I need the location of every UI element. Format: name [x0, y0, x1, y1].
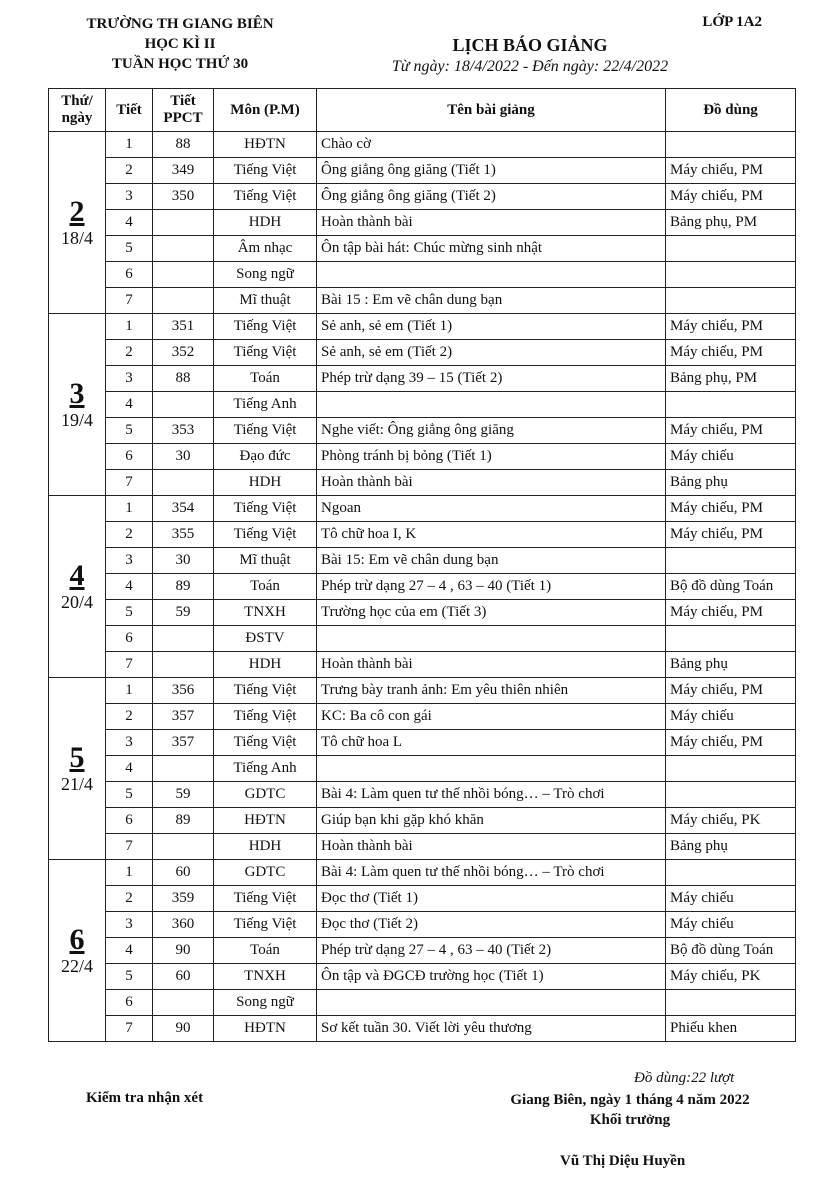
period-cell: 6 — [106, 990, 153, 1016]
schedule-table — [48, 88, 796, 1042]
materials-cell — [666, 288, 796, 314]
table-row — [49, 210, 796, 236]
materials-cell: Bảng phụ — [666, 470, 796, 496]
table-row — [49, 912, 796, 938]
table-row — [49, 418, 796, 444]
subject-cell: Đạo đức — [214, 444, 317, 470]
date-range: Từ ngày: 18/4/2022 - Đến ngày: 22/4/2022 — [391, 58, 669, 75]
period-cell: 2 — [106, 522, 153, 548]
period-cell: 5 — [106, 782, 153, 808]
ppct-cell: 350 — [153, 184, 214, 210]
lesson-cell: Phòng tránh bị bỏng (Tiết 1) — [317, 444, 666, 470]
ppct-cell — [153, 236, 214, 262]
lesson-cell — [317, 392, 666, 418]
table-row — [49, 288, 796, 314]
materials-cell: Máy chiếu — [666, 886, 796, 912]
subject-cell: Toán — [214, 938, 317, 964]
ppct-cell: 60 — [153, 860, 214, 886]
place-date: Giang Biên, ngày 1 tháng 4 năm 2022 — [510, 1092, 750, 1108]
materials-cell: Máy chiếu, PM — [666, 730, 796, 756]
materials-cell: Phiếu khen — [666, 1016, 796, 1042]
lesson-cell: Hoàn thành bài — [317, 652, 666, 678]
lesson-cell: Sơ kết tuần 30. Viết lời yêu thương — [317, 1016, 666, 1042]
ppct-cell: 359 — [153, 886, 214, 912]
period-cell: 2 — [106, 158, 153, 184]
day-cell — [49, 132, 106, 314]
table-row — [49, 782, 796, 808]
period-cell: 7 — [106, 1016, 153, 1042]
table-row — [49, 730, 796, 756]
materials-cell: Máy chiếu — [666, 704, 796, 730]
lesson-cell: Bài 4: Làm quen tư thế nhồi bóng… – Trò chơi — [317, 860, 666, 886]
lesson-cell: Giúp bạn khi gặp khó khăn — [317, 808, 666, 834]
period-cell: 5 — [106, 964, 153, 990]
ppct-cell: 89 — [153, 574, 214, 600]
table-row — [49, 600, 796, 626]
subject-cell: Tiếng Việt — [214, 158, 317, 184]
table-row — [49, 860, 796, 886]
ppct-cell: 90 — [153, 938, 214, 964]
lesson-cell: Phép trừ dạng 27 – 4 , 63 – 40 (Tiết 2) — [317, 938, 666, 964]
period-cell: 3 — [106, 184, 153, 210]
materials-cell — [666, 132, 796, 158]
subject-cell: Song ngữ — [214, 990, 317, 1016]
ppct-cell: 88 — [153, 366, 214, 392]
table-row — [49, 314, 796, 340]
period-cell: 7 — [106, 652, 153, 678]
ppct-cell: 30 — [153, 548, 214, 574]
materials-cell — [666, 756, 796, 782]
subject-cell: HDH — [214, 470, 317, 496]
subject-cell: Tiếng Việt — [214, 418, 317, 444]
lesson-cell: Tô chữ hoa I, K — [317, 522, 666, 548]
materials-cell: Máy chiếu, PK — [666, 964, 796, 990]
materials-cell — [666, 236, 796, 262]
period-cell: 7 — [106, 834, 153, 860]
subject-cell: Tiếng Việt — [214, 730, 317, 756]
ppct-cell: 357 — [153, 730, 214, 756]
lesson-cell: Phép trừ dạng 39 – 15 (Tiết 2) — [317, 366, 666, 392]
period-cell: 7 — [106, 288, 153, 314]
ppct-cell: 89 — [153, 808, 214, 834]
table-row — [49, 444, 796, 470]
subject-cell: Tiếng Việt — [214, 886, 317, 912]
ppct-cell: 88 — [153, 132, 214, 158]
subject-cell: Mĩ thuật — [214, 548, 317, 574]
lesson-cell: Bài 15 : Em vẽ chân dung bạn — [317, 288, 666, 314]
lesson-cell: Sẻ anh, sẻ em (Tiết 2) — [317, 340, 666, 366]
subject-cell: Tiếng Việt — [214, 184, 317, 210]
lesson-cell: Ngoan — [317, 496, 666, 522]
materials-cell: Bảng phụ — [666, 834, 796, 860]
day-date: 21/4 — [60, 774, 93, 794]
subject-cell: Toán — [214, 366, 317, 392]
period-cell: 3 — [106, 366, 153, 392]
materials-cell — [666, 782, 796, 808]
table-row — [49, 132, 796, 158]
period-cell: 2 — [106, 340, 153, 366]
period-cell: 1 — [106, 496, 153, 522]
subject-cell: Tiếng Việt — [214, 340, 317, 366]
lesson-cell — [317, 990, 666, 1016]
table-row — [49, 184, 796, 210]
period-cell: 2 — [106, 704, 153, 730]
period-cell: 6 — [106, 808, 153, 834]
ppct-cell: 360 — [153, 912, 214, 938]
period-cell: 5 — [106, 600, 153, 626]
ppct-cell: 59 — [153, 782, 214, 808]
period-cell: 4 — [106, 938, 153, 964]
lesson-cell: Đọc thơ (Tiết 1) — [317, 886, 666, 912]
lesson-cell: KC: Ba cô con gái — [317, 704, 666, 730]
lesson-cell: Hoàn thành bài — [317, 210, 666, 236]
table-row — [49, 392, 796, 418]
lesson-cell: Bài 15: Em vẽ chân dung bạn — [317, 548, 666, 574]
subject-cell: GDTC — [214, 860, 317, 886]
ppct-cell: 30 — [153, 444, 214, 470]
period-cell: 1 — [106, 860, 153, 886]
table-row — [49, 626, 796, 652]
lesson-cell: Trưng bày tranh ảnh: Em yêu thiên nhiên — [317, 678, 666, 704]
table-row — [49, 1016, 796, 1042]
materials-cell: Bộ đồ dùng Toán — [666, 938, 796, 964]
materials-cell: Máy chiếu, PM — [666, 522, 796, 548]
period-cell: 3 — [106, 912, 153, 938]
period-cell: 5 — [106, 418, 153, 444]
ppct-cell: 357 — [153, 704, 214, 730]
subject-cell: Tiếng Việt — [214, 704, 317, 730]
ppct-cell: 356 — [153, 678, 214, 704]
subject-cell: Tiếng Việt — [214, 496, 317, 522]
subject-cell: Mĩ thuật — [214, 288, 317, 314]
materials-count-note: Đồ dùng:22 lượt — [634, 1070, 735, 1086]
materials-cell: Máy chiếu, PM — [666, 496, 796, 522]
materials-cell: Bảng phụ, PM — [666, 366, 796, 392]
day-date: 19/4 — [60, 410, 93, 430]
ppct-cell: 354 — [153, 496, 214, 522]
table-row — [49, 496, 796, 522]
table-row — [49, 756, 796, 782]
table-row — [49, 574, 796, 600]
lesson-cell: Bài 4: Làm quen tư thế nhồi bóng… – Trò chơi — [317, 782, 666, 808]
lesson-cell: Tô chữ hoa L — [317, 730, 666, 756]
col-period: Tiết — [106, 89, 153, 132]
period-cell: 3 — [106, 548, 153, 574]
signer-role: Khối trưởng — [589, 1112, 671, 1128]
table-row — [49, 652, 796, 678]
subject-cell: Âm nhạc — [214, 236, 317, 262]
period-cell: 2 — [106, 886, 153, 912]
subject-cell: HĐTN — [214, 132, 317, 158]
day-number: 5 — [69, 741, 85, 774]
ppct-cell — [153, 210, 214, 236]
subject-cell: HĐTN — [214, 808, 317, 834]
col-materials: Đồ dùng — [666, 89, 796, 132]
signature-block — [480, 1090, 780, 1130]
period-cell: 5 — [106, 236, 153, 262]
table-row — [49, 548, 796, 574]
period-cell: 4 — [106, 210, 153, 236]
period-cell: 6 — [106, 262, 153, 288]
table-row — [49, 158, 796, 184]
subject-cell: Tiếng Việt — [214, 678, 317, 704]
ppct-cell — [153, 288, 214, 314]
table-row — [49, 886, 796, 912]
lesson-cell: Hoàn thành bài — [317, 470, 666, 496]
ppct-cell: 59 — [153, 600, 214, 626]
table-header-row — [49, 89, 796, 132]
ppct-cell — [153, 262, 214, 288]
materials-cell: Máy chiếu, PM — [666, 184, 796, 210]
period-cell: 4 — [106, 392, 153, 418]
subject-cell: HĐTN — [214, 1016, 317, 1042]
day-cell — [49, 496, 106, 678]
materials-cell: Máy chiếu, PM — [666, 158, 796, 184]
school-name: TRƯỜNG TH GIANG BIÊN — [86, 16, 274, 32]
day-cell — [49, 678, 106, 860]
period-cell: 3 — [106, 730, 153, 756]
lesson-cell: Hoàn thành bài — [317, 834, 666, 860]
materials-cell — [666, 262, 796, 288]
day-cell — [49, 860, 106, 1042]
materials-cell: Máy chiếu — [666, 444, 796, 470]
subject-cell: HDH — [214, 652, 317, 678]
day-date: 20/4 — [60, 592, 93, 612]
lesson-cell: Nghe viết: Ông giẳng ông giăng — [317, 418, 666, 444]
period-cell: 4 — [106, 574, 153, 600]
table-row — [49, 938, 796, 964]
materials-cell — [666, 860, 796, 886]
subject-cell: Tiếng Việt — [214, 522, 317, 548]
subject-cell: TNXH — [214, 964, 317, 990]
col-subject: Môn (P.M) — [214, 89, 317, 132]
period-cell: 6 — [106, 444, 153, 470]
materials-cell: Máy chiếu, PM — [666, 418, 796, 444]
ppct-cell — [153, 652, 214, 678]
period-cell: 6 — [106, 626, 153, 652]
materials-cell: Bộ đồ dùng Toán — [666, 574, 796, 600]
table-row — [49, 704, 796, 730]
materials-cell: Máy chiếu — [666, 912, 796, 938]
lesson-cell: Chào cờ — [317, 132, 666, 158]
materials-cell: Máy chiếu, PM — [666, 678, 796, 704]
ppct-cell: 60 — [153, 964, 214, 990]
day-number: 2 — [69, 195, 85, 228]
table-row — [49, 366, 796, 392]
materials-cell — [666, 990, 796, 1016]
lesson-cell — [317, 756, 666, 782]
ppct-cell — [153, 626, 214, 652]
schedule-body — [49, 132, 796, 1042]
ppct-cell: 355 — [153, 522, 214, 548]
subject-cell: GDTC — [214, 782, 317, 808]
materials-cell: Máy chiếu, PM — [666, 600, 796, 626]
ppct-cell: 352 — [153, 340, 214, 366]
lesson-cell: Trường học của em (Tiết 3) — [317, 600, 666, 626]
col-lesson: Tên bài giảng — [317, 89, 666, 132]
lesson-cell: Sẻ anh, sẻ em (Tiết 1) — [317, 314, 666, 340]
subject-cell: Tiếng Việt — [214, 314, 317, 340]
ppct-cell: 353 — [153, 418, 214, 444]
col-ppct: Tiết PPCT — [153, 89, 214, 132]
subject-cell: Tiếng Anh — [214, 756, 317, 782]
ppct-cell — [153, 470, 214, 496]
materials-cell: Máy chiếu, PM — [666, 314, 796, 340]
subject-cell: Tiếng Việt — [214, 912, 317, 938]
day-number: 6 — [69, 923, 85, 956]
lesson-cell — [317, 626, 666, 652]
period-cell: 1 — [106, 314, 153, 340]
table-row — [49, 808, 796, 834]
day-number: 4 — [69, 559, 85, 592]
lesson-cell: Ông giẳng ông giăng (Tiết 2) — [317, 184, 666, 210]
lesson-cell: Ôn tập và ĐGCĐ trường học (Tiết 1) — [317, 964, 666, 990]
ppct-cell: 349 — [153, 158, 214, 184]
period-cell: 1 — [106, 678, 153, 704]
day-date: 22/4 — [60, 956, 93, 976]
ppct-cell — [153, 756, 214, 782]
col-day: Thứ/ ngày — [49, 89, 106, 132]
subject-cell: Song ngữ — [214, 262, 317, 288]
materials-cell — [666, 392, 796, 418]
period-cell: 4 — [106, 756, 153, 782]
table-row — [49, 340, 796, 366]
lesson-cell: Phép trừ dạng 27 – 4 , 63 – 40 (Tiết 1) — [317, 574, 666, 600]
ppct-cell: 351 — [153, 314, 214, 340]
ppct-cell: 90 — [153, 1016, 214, 1042]
materials-cell — [666, 548, 796, 574]
class-label: LỚP 1A2 — [702, 14, 762, 30]
table-row — [49, 834, 796, 860]
table-row — [49, 522, 796, 548]
lesson-cell — [317, 262, 666, 288]
period-cell: 1 — [106, 132, 153, 158]
table-row — [49, 262, 796, 288]
materials-cell — [666, 626, 796, 652]
table-row — [49, 990, 796, 1016]
lesson-cell: Đọc thơ (Tiết 2) — [317, 912, 666, 938]
lesson-cell: Ôn tập bài hát: Chúc mừng sinh nhật — [317, 236, 666, 262]
day-cell — [49, 314, 106, 496]
ppct-cell — [153, 990, 214, 1016]
signer-name: Vũ Thị Diệu Huyền — [560, 1153, 686, 1169]
day-number: 3 — [69, 377, 85, 410]
subject-cell: HDH — [214, 210, 317, 236]
table-row — [49, 470, 796, 496]
day-date: 18/4 — [60, 228, 93, 248]
review-label: Kiểm tra nhận xét — [86, 1090, 204, 1106]
school-header — [60, 14, 300, 74]
subject-cell: Toán — [214, 574, 317, 600]
materials-cell: Bảng phụ — [666, 652, 796, 678]
week-label: TUẦN HỌC THỨ 30 — [111, 56, 249, 72]
page-title: LỊCH BÁO GIẢNG — [452, 35, 608, 55]
semester: HỌC KÌ II — [144, 36, 216, 52]
period-cell: 7 — [106, 470, 153, 496]
ppct-cell — [153, 834, 214, 860]
materials-cell: Bảng phụ, PM — [666, 210, 796, 236]
ppct-cell — [153, 392, 214, 418]
table-row — [49, 678, 796, 704]
materials-cell: Máy chiếu, PK — [666, 808, 796, 834]
table-row — [49, 964, 796, 990]
title-block — [330, 34, 730, 78]
subject-cell: Tiếng Anh — [214, 392, 317, 418]
subject-cell: ĐSTV — [214, 626, 317, 652]
lesson-cell: Ông giẳng ông giăng (Tiết 1) — [317, 158, 666, 184]
subject-cell: HDH — [214, 834, 317, 860]
subject-cell: TNXH — [214, 600, 317, 626]
table-row — [49, 236, 796, 262]
materials-cell: Máy chiếu, PM — [666, 340, 796, 366]
